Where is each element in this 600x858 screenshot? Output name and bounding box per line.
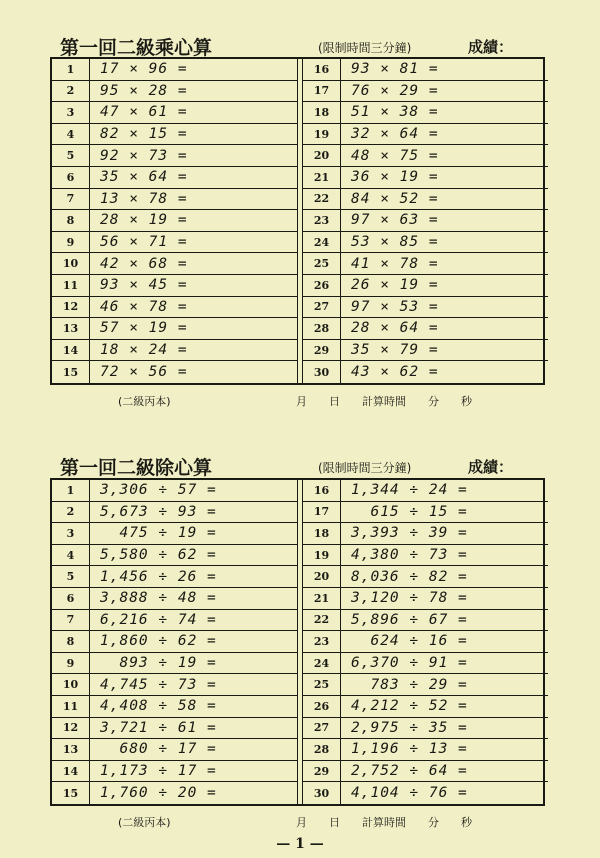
problem-number: 25 [303, 674, 341, 695]
problem-expression: 4,212 ÷ 52 = [351, 698, 468, 715]
problem-row [303, 696, 548, 718]
mult-right-column [302, 59, 548, 383]
problem-number: 6 [52, 167, 90, 188]
problem-row [303, 761, 548, 783]
mult-date-time-line: 月 日 計算時間 分 秒 [296, 395, 472, 408]
problem-row [52, 124, 297, 146]
problem-expression: 1,173 ÷ 17 = [100, 763, 217, 780]
problem-number: 4 [52, 545, 90, 566]
problem-expression: 3,120 ÷ 78 = [351, 590, 468, 607]
problem-number: 1 [52, 59, 90, 80]
div-problem-table [50, 478, 545, 806]
problem-expression: 43 × 62 = [351, 364, 439, 381]
problem-number: 16 [303, 59, 341, 80]
problem-row [303, 480, 548, 502]
problem-row [303, 502, 548, 524]
mult-left-column [52, 59, 298, 383]
problem-row [52, 318, 297, 340]
problem-number: 18 [303, 523, 341, 544]
problem-expression: 35 × 64 = [100, 169, 188, 186]
problem-row [303, 318, 548, 340]
problem-row [52, 361, 297, 383]
problem-number: 11 [52, 275, 90, 296]
problem-number: 10 [52, 674, 90, 695]
problem-expression: 84 × 52 = [351, 190, 439, 207]
problem-number: 12 [52, 718, 90, 739]
problem-row [303, 653, 548, 675]
problem-expression: 783 ÷ 29 = [351, 676, 468, 693]
problem-number: 9 [52, 232, 90, 253]
problem-expression: 624 ÷ 16 = [351, 633, 468, 650]
problem-row [52, 189, 297, 211]
problem-number: 17 [303, 502, 341, 523]
problem-number: 17 [303, 81, 341, 102]
problem-row [52, 588, 297, 610]
problem-number: 29 [303, 340, 341, 361]
div-date-time-line: 月 日 計算時間 分 秒 [296, 816, 472, 829]
problem-number: 23 [303, 631, 341, 652]
problem-expression: 615 ÷ 15 = [351, 503, 468, 520]
problem-row [52, 523, 297, 545]
problem-expression: 5,673 ÷ 93 = [100, 503, 217, 520]
problem-expression: 1,344 ÷ 24 = [351, 482, 468, 499]
problem-number: 4 [52, 124, 90, 145]
problem-number: 3 [52, 102, 90, 123]
problem-number: 10 [52, 253, 90, 274]
problem-expression: 3,721 ÷ 61 = [100, 719, 217, 736]
problem-expression: 56 × 71 = [100, 234, 188, 251]
mult-book-label: (二級丙本) [118, 395, 171, 408]
problem-row [303, 81, 548, 103]
problem-row [303, 361, 548, 383]
problem-number: 28 [303, 318, 341, 339]
problem-number: 8 [52, 631, 90, 652]
problem-number: 26 [303, 275, 341, 296]
problem-expression: 72 × 56 = [100, 364, 188, 381]
problem-expression: 97 × 63 = [351, 212, 439, 229]
div-time-limit: (限制時間三分鐘) [318, 461, 412, 475]
mult-time-limit: (限制時間三分鐘) [318, 41, 412, 55]
problem-number: 15 [52, 782, 90, 804]
problem-expression: 57 × 19 = [100, 320, 188, 337]
problem-number: 2 [52, 502, 90, 523]
problem-expression: 4,745 ÷ 73 = [100, 676, 217, 693]
problem-expression: 93 × 45 = [100, 277, 188, 294]
problem-expression: 5,896 ÷ 67 = [351, 611, 468, 628]
problem-row [303, 167, 548, 189]
problem-row [303, 545, 548, 567]
problem-number: 16 [303, 480, 341, 501]
problem-expression: 47 × 61 = [100, 104, 188, 121]
problem-expression: 92 × 73 = [100, 147, 188, 164]
problem-expression: 95 × 28 = [100, 82, 188, 99]
problem-expression: 893 ÷ 19 = [100, 655, 217, 672]
problem-expression: 18 × 24 = [100, 342, 188, 359]
problem-expression: 6,370 ÷ 91 = [351, 655, 468, 672]
div-right-column [302, 480, 548, 804]
problem-number: 30 [303, 361, 341, 383]
problem-number: 15 [52, 361, 90, 383]
problem-expression: 2,752 ÷ 64 = [351, 763, 468, 780]
problem-expression: 6,216 ÷ 74 = [100, 611, 217, 628]
problem-row [52, 739, 297, 761]
problem-expression: 3,393 ÷ 39 = [351, 525, 468, 542]
problem-row [52, 545, 297, 567]
problem-number: 8 [52, 210, 90, 231]
problem-expression: 36 × 19 = [351, 169, 439, 186]
problem-row [303, 588, 548, 610]
div-book-label: (二級丙本) [118, 816, 171, 829]
problem-number: 27 [303, 718, 341, 739]
problem-number: 6 [52, 588, 90, 609]
problem-row [52, 340, 297, 362]
problem-number: 23 [303, 210, 341, 231]
problem-expression: 35 × 79 = [351, 342, 439, 359]
problem-row [303, 674, 548, 696]
problem-row [52, 275, 297, 297]
problem-row [52, 566, 297, 588]
problem-number: 14 [52, 340, 90, 361]
problem-row [52, 253, 297, 275]
problem-expression: 3,306 ÷ 57 = [100, 482, 217, 499]
page-number: — 1 — [276, 836, 324, 852]
problem-number: 28 [303, 739, 341, 760]
problem-row [52, 297, 297, 319]
problem-row [303, 210, 548, 232]
problem-row [52, 81, 297, 103]
problem-row [52, 145, 297, 167]
problem-number: 26 [303, 696, 341, 717]
problem-expression: 42 × 68 = [100, 255, 188, 272]
problem-expression: 1,760 ÷ 20 = [100, 785, 217, 802]
problem-number: 21 [303, 588, 341, 609]
problem-row [52, 696, 297, 718]
problem-row [52, 782, 297, 804]
problem-number: 22 [303, 189, 341, 210]
problem-expression: 13 × 78 = [100, 190, 188, 207]
problem-row [303, 718, 548, 740]
problem-number: 19 [303, 545, 341, 566]
problem-expression: 2,975 ÷ 35 = [351, 719, 468, 736]
problem-row [52, 631, 297, 653]
problem-number: 18 [303, 102, 341, 123]
problem-number: 25 [303, 253, 341, 274]
problem-row [303, 631, 548, 653]
problem-expression: 28 × 19 = [100, 212, 188, 229]
mult-section-title: 第一回二級乘心算 [60, 37, 213, 59]
problem-number: 24 [303, 232, 341, 253]
problem-number: 9 [52, 653, 90, 674]
problem-expression: 1,456 ÷ 26 = [100, 568, 217, 585]
problem-row [303, 782, 548, 804]
problem-number: 27 [303, 297, 341, 318]
problem-row [52, 167, 297, 189]
problem-number: 20 [303, 145, 341, 166]
div-score-label: 成績： [468, 458, 514, 476]
problem-number: 30 [303, 782, 341, 804]
problem-row [303, 102, 548, 124]
problem-number: 5 [52, 145, 90, 166]
problem-expression: 76 × 29 = [351, 82, 439, 99]
problem-row [52, 718, 297, 740]
problem-expression: 5,580 ÷ 62 = [100, 547, 217, 564]
problem-expression: 82 × 15 = [100, 126, 188, 143]
problem-row [52, 610, 297, 632]
problem-row [303, 59, 548, 81]
problem-row [52, 210, 297, 232]
problem-expression: 28 × 64 = [351, 320, 439, 337]
problem-row [52, 674, 297, 696]
problem-expression: 48 × 75 = [351, 147, 439, 164]
problem-expression: 4,104 ÷ 76 = [351, 785, 468, 802]
problem-row [52, 653, 297, 675]
problem-expression: 53 × 85 = [351, 234, 439, 251]
problem-expression: 46 × 78 = [100, 298, 188, 315]
problem-expression: 51 × 38 = [351, 104, 439, 121]
problem-row [303, 253, 548, 275]
mult-score-label: 成績： [468, 38, 514, 56]
problem-expression: 93 × 81 = [351, 61, 439, 78]
problem-number: 5 [52, 566, 90, 587]
problem-number: 1 [52, 480, 90, 501]
div-section-title: 第一回二級除心算 [60, 457, 213, 479]
problem-expression: 17 × 96 = [100, 61, 188, 78]
problem-expression: 475 ÷ 19 = [100, 525, 217, 542]
problem-expression: 1,860 ÷ 62 = [100, 633, 217, 650]
mult-problem-table [50, 57, 545, 385]
problem-row [303, 523, 548, 545]
problem-number: 24 [303, 653, 341, 674]
problem-expression: 4,380 ÷ 73 = [351, 547, 468, 564]
problem-number: 14 [52, 761, 90, 782]
problem-expression: 32 × 64 = [351, 126, 439, 143]
problem-row [303, 275, 548, 297]
problem-number: 12 [52, 297, 90, 318]
problem-row [303, 566, 548, 588]
problem-expression: 1,196 ÷ 13 = [351, 741, 468, 758]
problem-number: 11 [52, 696, 90, 717]
problem-expression: 97 × 53 = [351, 298, 439, 315]
problem-row [52, 502, 297, 524]
problem-row [303, 232, 548, 254]
problem-number: 3 [52, 523, 90, 544]
problem-row [52, 480, 297, 502]
problem-row [303, 610, 548, 632]
problem-number: 2 [52, 81, 90, 102]
problem-row [303, 189, 548, 211]
problem-number: 7 [52, 610, 90, 631]
problem-expression: 8,036 ÷ 82 = [351, 568, 468, 585]
problem-row [52, 761, 297, 783]
problem-row [303, 340, 548, 362]
problem-row [303, 739, 548, 761]
problem-expression: 4,408 ÷ 58 = [100, 698, 217, 715]
problem-number: 13 [52, 318, 90, 339]
problem-expression: 26 × 19 = [351, 277, 439, 294]
problem-number: 13 [52, 739, 90, 760]
problem-row [303, 145, 548, 167]
problem-row [52, 59, 297, 81]
problem-number: 7 [52, 189, 90, 210]
problem-expression: 41 × 78 = [351, 255, 439, 272]
problem-number: 22 [303, 610, 341, 631]
problem-number: 29 [303, 761, 341, 782]
problem-expression: 680 ÷ 17 = [100, 741, 217, 758]
problem-row [52, 232, 297, 254]
problem-row [303, 124, 548, 146]
problem-number: 19 [303, 124, 341, 145]
problem-number: 20 [303, 566, 341, 587]
problem-expression: 3,888 ÷ 48 = [100, 590, 217, 607]
problem-row [303, 297, 548, 319]
problem-row [52, 102, 297, 124]
div-left-column [52, 480, 298, 804]
problem-number: 21 [303, 167, 341, 188]
